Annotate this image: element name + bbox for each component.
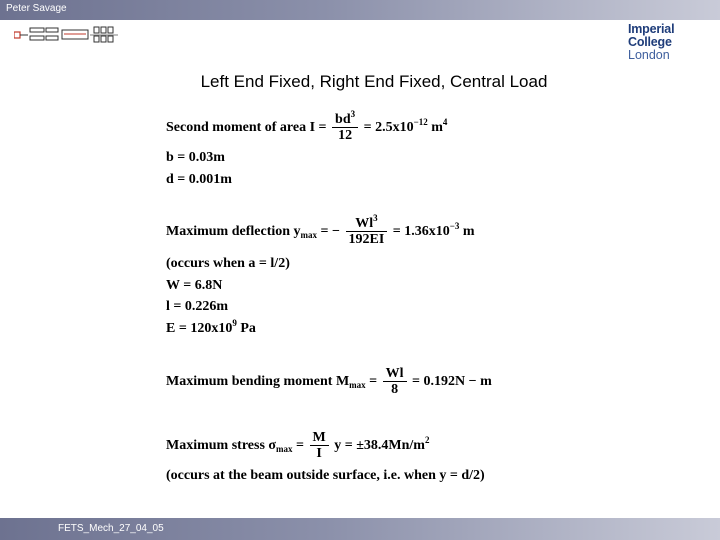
d-value: d = 0.001m	[166, 172, 232, 187]
slide-title: Left End Fixed, Right End Fixed, Central Load	[200, 72, 548, 91]
second-moment-fraction: $\frac{bd^3}{12}$	[332, 112, 358, 144]
l-value: l = 0.226m	[166, 299, 229, 314]
max-moment-equation: Maximum bending moment $M_{max}$ = $\frac{Wl}{8}$ = 0.192N − m	[166, 366, 492, 397]
occurs-note: (occurs when a = l/2)	[166, 256, 290, 271]
logo-line-2: London	[628, 48, 670, 62]
second-moment-equation: Second moment of area I = $\frac{bd^3}{12}$ = $2.5x10^{-12}$ $m^4$	[166, 109, 448, 143]
footer-bar	[0, 518, 720, 540]
imperial-college-logo	[628, 23, 720, 62]
stress-note: (occurs at the beam outside surface, i.e. when y = d/2)	[166, 468, 485, 483]
logo-line-1: Imperial College	[628, 22, 675, 49]
max-deflection-equation: Maximum deflection $y_{max}$ = − $\frac{Wl^3}{192EI}$ = $1.36x10^{-3}$ m	[166, 213, 475, 247]
department-logo-icon	[14, 24, 124, 46]
footer-label: FETS_Mech_27_04_05	[58, 523, 164, 534]
author-name: Peter Savage	[6, 3, 67, 14]
max-stress-equation: Maximum stress $\sigma_{max}$ = $\frac{M}{I}$ $y = \pm 38.4Mn/m^2$	[166, 430, 430, 461]
header-bar	[0, 0, 720, 20]
w-value: W = 6.8N	[166, 278, 223, 293]
e-value: $E = 120x10^9$ Pa	[166, 318, 256, 336]
stress-fraction: $\frac{M}{I}$	[310, 430, 329, 462]
b-value: b = 0.03m	[166, 150, 225, 165]
deflection-fraction: $\frac{Wl^3}{192EI}$	[346, 216, 388, 248]
moment-fraction: $\frac{Wl}{8}$	[383, 366, 407, 398]
